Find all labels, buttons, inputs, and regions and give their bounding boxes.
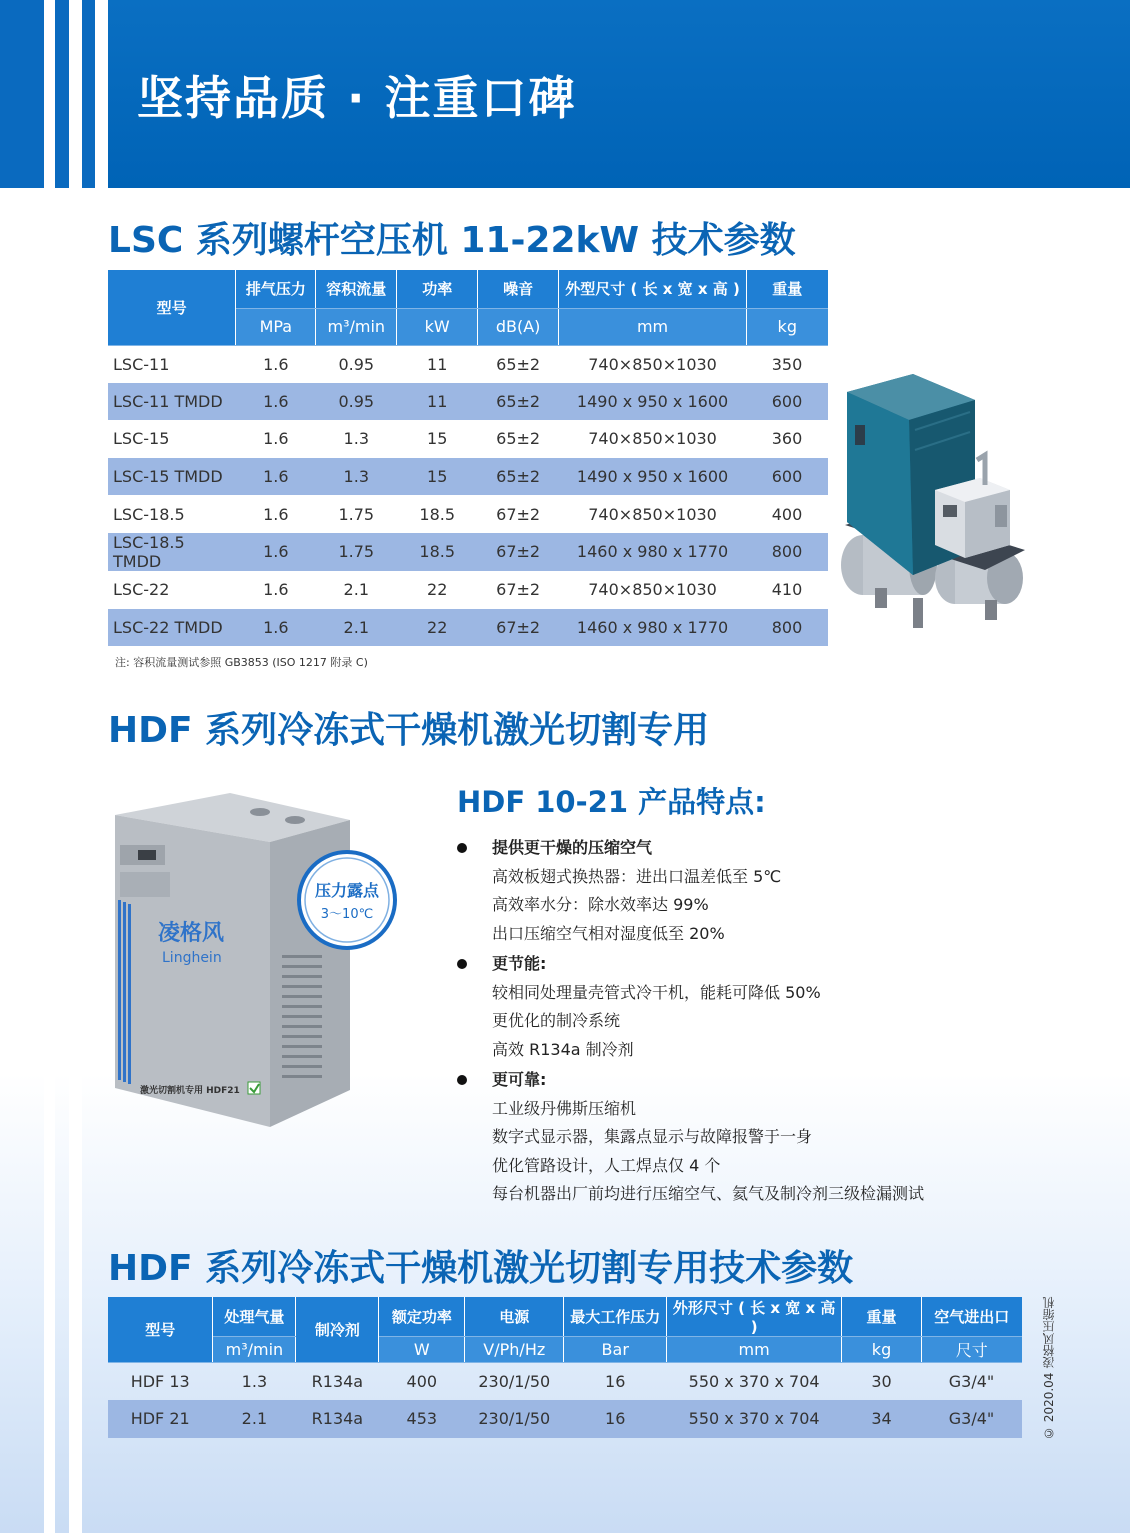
table-cell: 0.95 — [316, 383, 397, 421]
table-cell: LSC-18.5 TMDD — [108, 533, 236, 571]
hdf-table-body — [108, 1363, 1022, 1438]
table-cell: 18.5 — [397, 533, 478, 571]
table-cell: 800 — [747, 533, 828, 571]
table-cell: 65±2 — [496, 429, 541, 449]
table-cell: 16 — [564, 1400, 667, 1438]
table-cell: LSC-15 — [113, 429, 170, 449]
feature-group — [457, 836, 924, 950]
feature-line: 更优化的制冷系统 — [492, 1011, 621, 1030]
table-row — [108, 1363, 1022, 1401]
table-cell: HDF 21 — [108, 1400, 213, 1438]
lsc-header-pressure: 排气压力 — [236, 270, 316, 308]
table-cell: 400 — [406, 1372, 438, 1391]
feature-heading-text: 更节能: — [492, 954, 547, 973]
left-stripe-2 — [69, 0, 82, 1533]
hdf-unit-capacity: m³/min — [213, 1337, 296, 1363]
hdf-header-capacity: 处理气量 — [213, 1297, 296, 1337]
table-cell: 740×850×1030 — [588, 504, 717, 524]
lsc-unit-pressure: MPa — [236, 308, 316, 345]
table-cell: 1490 x 950 x 1600 — [559, 458, 747, 496]
table-cell: 1.6 — [263, 429, 289, 449]
lsc-section-title: LSC 系列螺杆空压机 11-22kW 技术参数 — [108, 220, 796, 261]
table-row — [108, 458, 828, 496]
table-cell: 65±2 — [478, 458, 559, 496]
lsc-header-weight: 重量 — [747, 270, 828, 308]
table-cell: 1.75 — [338, 504, 375, 524]
table-cell: 1.6 — [263, 504, 289, 524]
feature-line: 高效 R134a 制冷剂 — [492, 1039, 634, 1059]
dryer-illustration — [110, 790, 410, 1130]
feature-heading — [457, 836, 924, 865]
feature-line: 高效率水分：除水效率达 99% — [492, 895, 709, 914]
table-cell: 600 — [747, 458, 828, 496]
feature-heading-text: 提供更干燥的压缩空气 — [492, 838, 653, 857]
table-cell: 67±2 — [496, 580, 541, 600]
table-cell: 740×850×1030 — [588, 354, 717, 374]
hdf-unit-supply: V/Ph/Hz — [465, 1337, 564, 1363]
table-cell: HDF 13 — [130, 1372, 190, 1391]
hdf-header-port: 空气进出口 — [921, 1297, 1021, 1337]
features-title: HDF 10-21 产品特点: — [457, 785, 766, 819]
table-cell: 0.95 — [338, 354, 375, 374]
dew-point-badge — [297, 850, 397, 950]
table-row — [108, 609, 828, 647]
feature-line: 工业级丹佛斯压缩机 — [492, 1098, 637, 1118]
table-cell: 18.5 — [419, 504, 456, 524]
feature-line: 每台机器出厂前均进行压缩空气、氦气及制冷剂三级检漏测试 — [492, 1184, 925, 1203]
table-cell: 65±2 — [478, 383, 559, 421]
hdf-header-max-pressure: 最大工作压力 — [564, 1297, 667, 1337]
table-cell: LSC-22 — [113, 580, 170, 600]
table-cell: 360 — [771, 429, 803, 449]
feature-line: 优化管路设计，人工焊点仅 4 个 — [492, 1155, 721, 1175]
feature-heading-text: 更可靠: — [492, 1070, 547, 1089]
table-cell: 1460 x 980 x 1770 — [559, 533, 747, 571]
table-cell: 1.6 — [236, 458, 316, 496]
table-row — [108, 420, 828, 458]
copyright-side-text: © 2020.04 凌格风压缩机 — [1042, 1296, 1056, 1440]
table-cell: LSC-15 TMDD — [108, 458, 236, 496]
table-cell: 34 — [842, 1400, 922, 1438]
table-row — [108, 495, 828, 533]
table-cell: 2.1 — [213, 1400, 296, 1438]
table-cell: 230/1/50 — [465, 1400, 564, 1438]
table-cell: 16 — [605, 1372, 626, 1391]
lsc-header-model: 型号 — [108, 270, 236, 345]
feature-line: 出口压缩空气相对湿度低至 20% — [492, 923, 725, 943]
table-cell: 1.6 — [236, 533, 316, 571]
table-cell: 230/1/50 — [478, 1372, 551, 1391]
table-cell: 15 — [427, 429, 448, 449]
table-cell: 22 — [427, 580, 448, 600]
table-cell: 1.6 — [236, 383, 316, 421]
left-stripe-1 — [44, 0, 55, 1533]
lsc-note: 注: 容积流量测试参照 GB3853 (ISO 1217 附录 C) — [115, 656, 368, 669]
features-list — [457, 836, 924, 1213]
hdf-header-weight: 重量 — [842, 1297, 922, 1337]
table-cell: 1.6 — [263, 580, 289, 600]
table-cell: 67±2 — [478, 609, 559, 647]
table-row — [108, 383, 828, 421]
feature-group — [457, 1068, 924, 1211]
table-cell: G3/4" — [948, 1372, 995, 1391]
table-cell: 30 — [871, 1372, 892, 1391]
table-cell: 1490 x 950 x 1600 — [559, 383, 747, 421]
table-cell: LSC-11 — [113, 354, 170, 374]
feature-heading — [457, 952, 924, 981]
feature-line: 高效板翅式换热器：进出口温差低至 5℃ — [492, 866, 782, 886]
hdf-section-title: HDF 系列冷冻式干燥机激光切割专用 — [108, 710, 710, 751]
table-cell: 1460 x 980 x 1770 — [559, 609, 747, 647]
hdf-header-power: 额定功率 — [379, 1297, 465, 1337]
bullet-icon — [457, 959, 467, 969]
bullet-icon — [457, 843, 467, 853]
table-cell: 11 — [427, 354, 448, 374]
dryer-brand-en: Linghein — [162, 950, 222, 966]
table-cell: 410 — [771, 580, 803, 600]
lsc-spec-table — [108, 270, 828, 646]
feature-line: 数字式显示器，集露点显示与故障报警于一身 — [492, 1127, 813, 1146]
table-cell: 550 x 370 x 704 — [688, 1372, 820, 1391]
table-cell: 67±2 — [496, 504, 541, 524]
table-row — [108, 345, 828, 383]
table-cell: 740×850×1030 — [588, 429, 717, 449]
table-cell: 1.3 — [241, 1372, 268, 1391]
table-cell: R134a — [296, 1400, 379, 1438]
table-cell: 800 — [747, 609, 828, 647]
lsc-unit-noise: dB(A) — [478, 308, 559, 345]
hdf-unit-max-pressure: Bar — [564, 1337, 667, 1363]
table-cell: 1.3 — [343, 429, 369, 449]
lsc-unit-power: kW — [397, 308, 478, 345]
table-cell: 15 — [397, 458, 478, 496]
lsc-header-flow: 容积流量 — [316, 270, 397, 308]
dryer-brand: 凌格风 — [158, 920, 225, 946]
dew-point-badge-range: 3～10℃ — [320, 907, 374, 922]
table-cell: 1.75 — [316, 533, 397, 571]
header-bar-3 — [82, 0, 95, 188]
lsc-table-body — [108, 345, 828, 646]
dew-point-badge-circle — [297, 850, 397, 950]
lsc-header-noise: 噪音 — [478, 270, 559, 308]
header-bar-2 — [55, 0, 69, 188]
lsc-header-dimensions: 外型尺寸 ( 长 x 宽 x 高 ) — [559, 270, 747, 308]
table-cell: 1.6 — [236, 609, 316, 647]
lsc-unit-weight: kg — [747, 308, 828, 345]
table-cell: 67±2 — [478, 533, 559, 571]
hdf-header-dimensions: 外形尺寸 ( 长 x 宽 x 高 ) — [667, 1297, 842, 1337]
hdf-unit-weight: kg — [842, 1337, 922, 1363]
hdf-header-refrigerant: 制冷剂 — [296, 1297, 379, 1363]
table-row — [108, 533, 828, 571]
dryer-label: 激光切割机专用 HDF21 — [140, 1086, 240, 1096]
compressor-image — [835, 360, 1040, 645]
bullet-icon — [457, 1075, 467, 1085]
table-cell: 550 x 370 x 704 — [667, 1400, 842, 1438]
header-bar-1 — [0, 0, 44, 188]
table-cell: LSC-18.5 — [113, 504, 185, 524]
table-cell: 1.6 — [263, 354, 289, 374]
dryer-image — [110, 790, 410, 1130]
feature-group — [457, 952, 924, 1066]
lsc-unit-flow: m³/min — [316, 308, 397, 345]
table-cell: G3/4" — [921, 1400, 1021, 1438]
table-cell: 350 — [771, 354, 803, 374]
table-cell: 22 — [397, 609, 478, 647]
table-cell: R134a — [311, 1372, 364, 1391]
table-cell: 400 — [771, 504, 803, 524]
table-cell: 740×850×1030 — [588, 580, 717, 600]
table-cell: 65±2 — [496, 354, 541, 374]
table-cell: LSC-22 TMDD — [108, 609, 236, 647]
hdf-spec-section-title: HDF 系列冷冻式干燥机激光切割专用技术参数 — [108, 1248, 854, 1289]
table-cell: LSC-11 TMDD — [108, 383, 236, 421]
hdf-unit-power: W — [379, 1337, 465, 1363]
page-title: 坚持品质 · 注重口碑 — [137, 71, 577, 125]
table-cell: 600 — [747, 383, 828, 421]
hdf-unit-dimensions: mm — [667, 1337, 842, 1363]
hdf-header-supply: 电源 — [465, 1297, 564, 1337]
dew-point-badge-title: 压力露点 — [314, 881, 380, 900]
table-cell: 11 — [397, 383, 478, 421]
feature-line: 较相同处理量壳管式冷干机，能耗可降低 50% — [492, 982, 821, 1002]
lsc-unit-dimensions: mm — [559, 308, 747, 345]
compressor-illustration — [835, 360, 1040, 645]
table-cell: 1.3 — [316, 458, 397, 496]
table-cell: 2.1 — [316, 609, 397, 647]
hdf-unit-port: 尺寸 — [921, 1337, 1021, 1363]
table-row — [108, 1400, 1022, 1438]
hdf-spec-table — [108, 1297, 1022, 1438]
table-cell: 2.1 — [343, 580, 369, 600]
feature-heading — [457, 1068, 924, 1097]
table-cell: 453 — [379, 1400, 465, 1438]
lsc-header-power: 功率 — [397, 270, 478, 308]
hdf-header-model: 型号 — [108, 1297, 213, 1363]
table-row — [108, 571, 828, 609]
